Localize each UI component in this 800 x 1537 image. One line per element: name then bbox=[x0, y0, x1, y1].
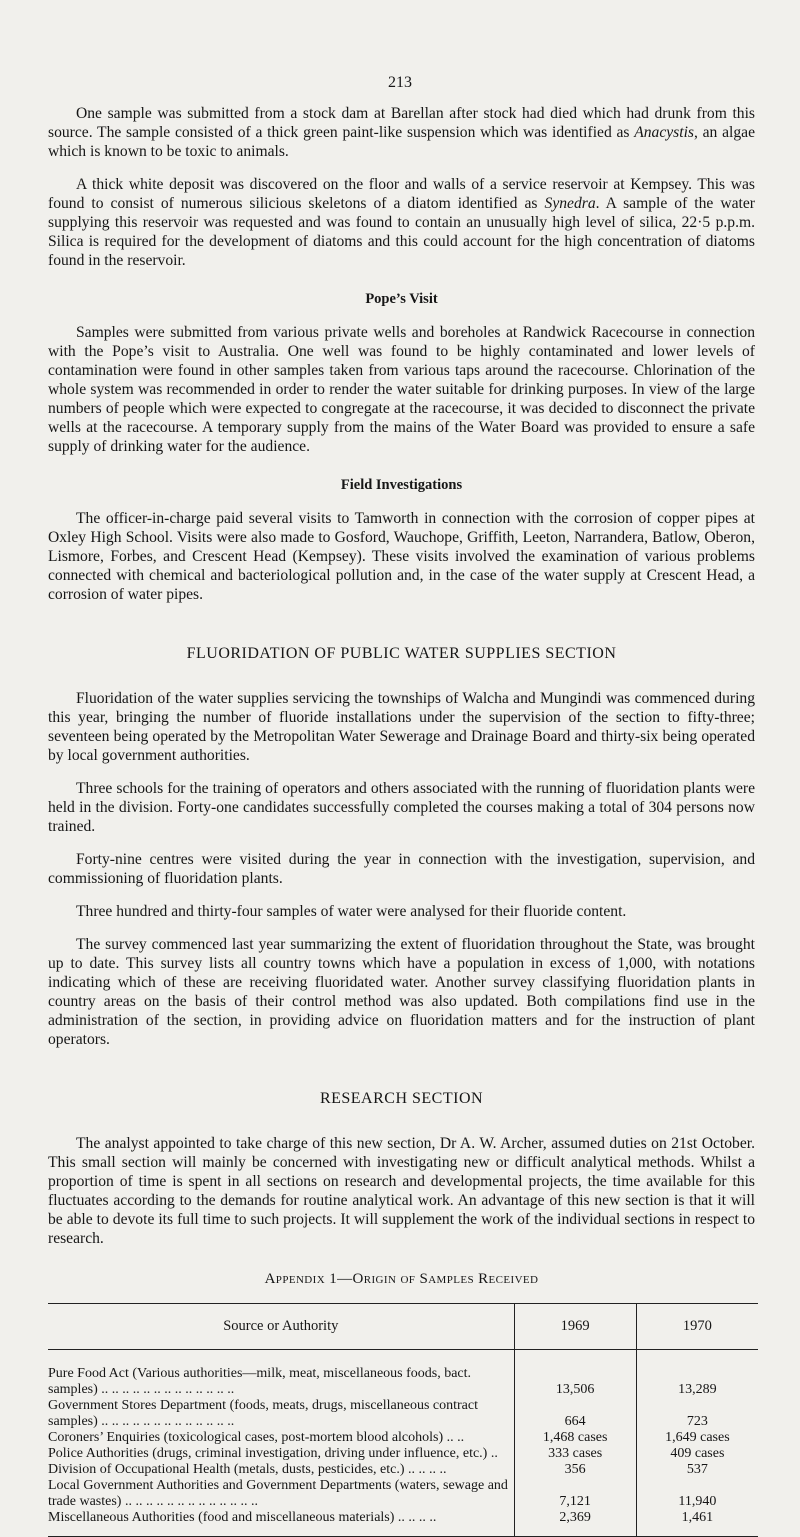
paragraph-kempsey bbox=[48, 175, 755, 270]
value-1970-cell: 537 bbox=[686, 1462, 708, 1477]
source-cell: Coroners’ Enquiries (toxicological cases, post-mortem blood alcohols) .. .. bbox=[48, 1430, 514, 1446]
value-1970-cell: 409 cases bbox=[670, 1446, 725, 1461]
table-header-row bbox=[48, 1304, 758, 1350]
paragraph-text: One sample was submitted from a stock dam at Barellan after stock had died which had drunk from this source. The sample consisted of a thick green paint-like suspension which was identified as bbox=[48, 105, 755, 141]
source-cell: Pure Food Act (Various authorities—milk, meat, miscellaneous foods, bact. samples) .. .. .. .. .. .. .. .. .. .. .. .. .. bbox=[48, 1350, 514, 1399]
source-cell: Miscellaneous Authorities (food and miscellaneous materials) .. .. .. .. bbox=[48, 1510, 514, 1537]
research-paragraph: The analyst appointed to take charge of this new section, Dr A. W. Archer, assumed duties on 21st October. This small section will mainly be concerned with investigating new or difficult analytical methods. Whilst a proportion of time is spent in all sections on research and developmental projects, the time available for this fluctuates according to the demands for routine analytical work. An advantage of this new section is that it will be able to devote its full time to such projects. It will supplement the work of the individual sections in respect to research. bbox=[48, 1135, 755, 1247]
appendix-table-container bbox=[48, 1303, 758, 1537]
appendix-title: Appendix 1—Origin of Samples Received bbox=[264, 1271, 539, 1287]
species-name: Anacystis bbox=[634, 124, 694, 141]
fluoridation-paragraph: Forty-nine centres were visited during the year in connection with the investigation, supervision, and commissioning of fluoridation plants. bbox=[48, 851, 755, 887]
value-1969-cell: 7,121 bbox=[514, 1478, 636, 1510]
paragraph-text: , an algae which is known to be toxic to animals. bbox=[48, 124, 755, 160]
value-1969-cell: 1,468 cases bbox=[514, 1430, 636, 1446]
report-body bbox=[48, 104, 755, 1307]
fluoridation-paragraph: The survey commenced last year summarizing the extent of fluoridation throughout the State, was brought up to date. This survey lists all country towns which have a population in excess of 1,000, with notations indicating which of these are receiving fluoridated water. Another survey classifying fluoridation plants in country areas on the basis of their control method was also updated. Both compilations find use in the administration of the section, in providing advice on fluoridation matters and for the instruction of plant operators. bbox=[48, 936, 755, 1048]
value-1969-cell: 333 cases bbox=[514, 1446, 636, 1462]
value-1970-cell: 13,289 bbox=[678, 1382, 717, 1397]
value-1969-cell: 356 bbox=[514, 1462, 636, 1478]
fluoridation-paragraph: Three hundred and thirty-four samples of water were analysed for their fluoride content. bbox=[76, 903, 627, 920]
paragraph-text: A thick white deposit was discovered on the floor and walls of a service reservoir at Kempsey. This was found to consist of numerous silicious skeletons of a diatom identified as bbox=[48, 176, 755, 212]
research-heading: RESEARCH SECTION bbox=[319, 1090, 484, 1107]
value-1970-cell: 11,940 bbox=[678, 1494, 717, 1509]
species-name: Synedra bbox=[544, 195, 596, 212]
table-row bbox=[48, 1398, 758, 1430]
table-row bbox=[48, 1446, 758, 1462]
paragraph-barellan bbox=[48, 104, 755, 161]
value-1969-cell: 13,506 bbox=[514, 1350, 636, 1399]
table-row bbox=[48, 1478, 758, 1510]
fluoridation-paragraph: Three schools for the training of operators and others associated with the running of fluoridation plants were held in the division. Forty-one candidates successfully completed the courses making a total of 304 persons now trained. bbox=[48, 780, 755, 835]
table-row bbox=[48, 1430, 758, 1446]
source-cell: Government Stores Department (foods, meats, drugs, miscellaneous contract samples) .. .. .. .. .. .. .. .. .. .. .. .. .. bbox=[48, 1398, 514, 1430]
table-row bbox=[48, 1350, 758, 1399]
paragraph-text: . A sample of the water supplying this reservoir was requested and was found to contain an unusually high level of silica, 22·5 p.p.m. Silica is required for the development of diatoms and this could account for the high concentration of diatoms found in the reservoir. bbox=[48, 195, 755, 269]
field-investigations-paragraph: The officer-in-charge paid several visits to Tamworth in connection with the corrosion of copper pipes at Oxley High School. Visits were also made to Gosford, Wauchope, Griffith, Leeton, Narrandera, Batlow, Oberon, Lismore, Forbes, and Crescent Head (Kempsey). These visits involved the examination of various problems connected with chemical and bacteriological pollution and, in the case of the water supply at Crescent Head, a corrosion of water pipes. bbox=[48, 510, 755, 603]
appendix-table bbox=[48, 1303, 758, 1537]
fluoridation-paragraph: Fluoridation of the water supplies servicing the townships of Walcha and Mungindi was commenced during this year, bringing the number of fluoride installations under the supervision of the section to fifty-three; seventeen being operated by the Metropolitan Water Sewerage and Drainage Board and thirty-six being operated by local government authorities. bbox=[48, 690, 755, 764]
table-row bbox=[48, 1510, 758, 1537]
source-cell: Division of Occupational Health (metals, dusts, pesticides, etc.) .. .. .. .. bbox=[48, 1462, 514, 1478]
page-number: 213 bbox=[388, 74, 412, 91]
value-1969-cell: 2,369 bbox=[514, 1510, 636, 1537]
popes-visit-paragraph: Samples were submitted from various private wells and boreholes at Randwick Racecourse in connection with the Pope’s visit to Australia. One well was found to be highly contaminated and lower levels of contamination were found in other samples taken from various taps around the racecourse. Chlorination of the whole system was recommended in order to render the water suitable for drinking purposes. In view of the large numbers of people which were expected to congregate at the racecourse, it was decided to disconnect the private wells at the racecourse. A temporary supply from the mains of the Water Board was provided to ensure a safe supply of drinking water for the audience. bbox=[48, 324, 755, 455]
header-source: Source or Authority bbox=[48, 1304, 514, 1350]
value-1970-cell: 723 bbox=[686, 1414, 708, 1429]
field-investigations-heading: Field Investigations bbox=[340, 477, 463, 493]
table-row bbox=[48, 1462, 758, 1478]
source-cell: Police Authorities (drugs, criminal investigation, driving under influence, etc.) .. bbox=[48, 1446, 514, 1462]
fluoridation-heading: FLUORIDATION OF PUBLIC WATER SUPPLIES SECTION bbox=[186, 645, 617, 662]
header-1969: 1969 bbox=[514, 1304, 636, 1350]
source-cell: Local Government Authorities and Government Departments (waters, sewage and trade wastes) .. .. .. .. .. .. .. .. .. .. .. .. .. bbox=[48, 1478, 514, 1510]
value-1970-cell: 1,461 bbox=[636, 1510, 758, 1537]
value-1969-cell: 664 bbox=[514, 1398, 636, 1430]
popes-visit-heading: Pope’s Visit bbox=[365, 291, 438, 307]
header-1970: 1970 bbox=[636, 1304, 758, 1350]
value-1970-cell: 1,649 cases bbox=[665, 1430, 730, 1445]
